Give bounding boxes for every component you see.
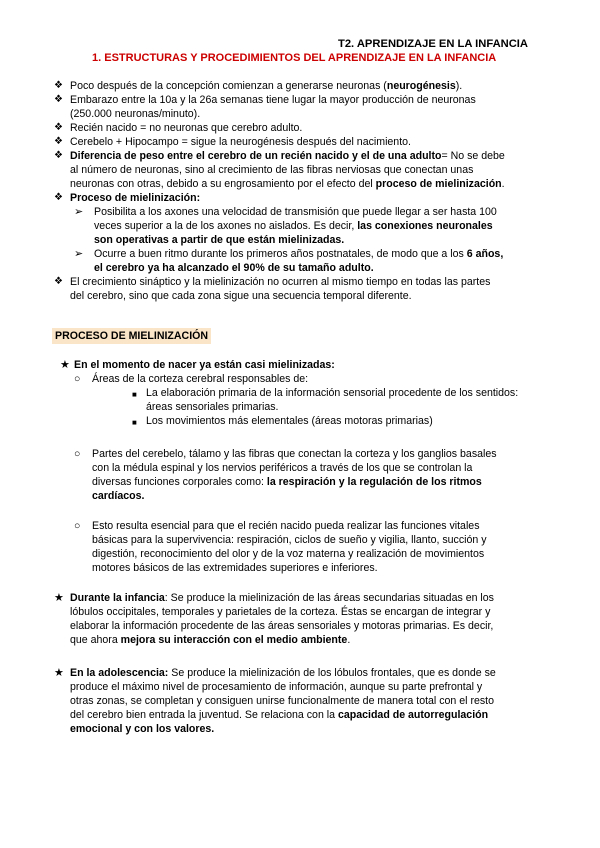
sub-list-item: ➢ Posibilita a los axones una velocidad de transmisión que puede llegar a ser hasta 100 veces superior a la de los axones no aislados. Es decir, las conexiones neuronales son operativas a partir de que están mielinizadas. <box>74 206 497 246</box>
list-item <box>54 191 530 205</box>
circle-bullet-icon: ○ <box>74 520 81 532</box>
square-bullet-icon: ■ <box>132 390 137 399</box>
infancy-heading: Durante la infancia <box>70 592 165 604</box>
arrow-bullet-icon: ➢ <box>74 248 84 260</box>
diamond-bullet-icon: ❖ <box>54 136 63 147</box>
list-item: ❖ Embarazo entre la 10a y la 26a semanas tiene lugar la mayor producción de neuronas (250.000 neuronas/minuto). <box>54 94 476 120</box>
diamond-bullet-icon: ❖ <box>54 150 63 161</box>
adolescence-block: ★ En la adolescencia: Se produce la mielinización de los lóbulos frontales, que es donde se produce el máximo nivel de procesamiento de información, aunque su parte prefrontal y otras zonas, se completan y consiguen unirse funcionalmente de manera total con el resto del cerebro bien entrada la juventud. Se relaciona con la capacidad de autorregulación emocional y con los valores. <box>54 667 496 735</box>
list-item: ❖ Recién nacido = no neuronas que cerebro adulto. <box>54 122 303 134</box>
diamond-bullet-icon: ❖ <box>54 80 63 91</box>
adolescence-heading: En la adolescencia: <box>70 667 169 679</box>
list-item: ❖ Cerebelo + Hipocampo = sigue la neurogénesis después del nacimiento. <box>54 136 411 148</box>
sub-list-item: ➢ Ocurre a buen ritmo durante los primeros años postnatales, de modo que a los 6 años, el cerebro ya ha alcanzado el 90% de su tamaño adulto. <box>74 248 504 274</box>
birth-block <box>60 358 530 430</box>
diamond-bullet-icon: ❖ <box>54 192 63 203</box>
circle-bullet-icon: ○ <box>74 448 81 460</box>
birth-heading: En el momento de nacer ya están casi mielinizadas: <box>74 359 335 371</box>
list-item: ○ Áreas de la corteza cerebral responsables de: <box>74 373 309 385</box>
square-bullet-icon: ■ <box>132 418 137 427</box>
circle-bullet-icon: ○ <box>74 373 81 385</box>
list-item: ❖ Poco después de la concepción comienzan a generarse neuronas (neurogénesis). <box>54 80 463 92</box>
list-heading: Proceso de mielinización: <box>70 192 201 204</box>
star-bullet-icon: ★ <box>54 592 64 604</box>
diamond-bullet-icon: ❖ <box>54 276 63 287</box>
birth-item-3: ○ Esto resulta esencial para que el recién nacido pueda realizar las funciones vitales básicas para la supervivencia: respiración, ciclos de sueño y vigilia, llanto, succión y digestión, reconocimiento del olor y de la voz materna y realización de movimientos motores básicos de las extremidades superiores e inferiores. <box>74 520 487 574</box>
sub-list-item: ■ Los movimientos más elementales (áreas motoras primarias) <box>132 414 530 430</box>
diamond-bullet-icon: ❖ <box>54 94 63 105</box>
sub-list-item: ■ La elaboración primaria de la información sensorial procedente de los sentidos: áreas sensoriales primarias. <box>132 387 519 413</box>
page-title: T2. APRENDIZAJE EN LA INFANCIA <box>338 38 528 50</box>
list-item: ❖ Diferencia de peso entre el cerebro de un recién nacido y el de una adulto= No se debe al número de neuronas, sino al crecimiento de las fibras nerviosas que conectan unas neuronas con otras, debido a su engrosamiento por el efecto del proceso de mielinización. <box>54 150 505 190</box>
arrow-bullet-icon: ➢ <box>74 206 84 218</box>
intro-list <box>54 79 530 303</box>
section-heading: PROCESO DE MIELINIZACIÓN <box>52 330 211 342</box>
infancy-block: ★ Durante la infancia: Se produce la mielinización de las áreas secundarias situadas en los lóbulos occipitales, temporales y parietales de la corteza. Éstas se encargan de integrar y elaborar la información procedente de las áreas sensoriales y motoras primarias. Es decir, que ahora mejora su interacción con el medio ambiente. <box>54 592 494 646</box>
star-bullet-icon: ★ <box>60 359 70 371</box>
section-subtitle: 1. ESTRUCTURAS Y PROCEDIMIENTOS DEL APRENDIZAJE EN LA INFANCIA <box>92 52 497 64</box>
list-item: ❖ El crecimiento sináptico y la mielinización no ocurren al mismo tiempo en todas las partes del cerebro, sino que cada zona sigue una secuencia temporal diferente. <box>54 276 491 302</box>
star-bullet-icon: ★ <box>54 667 64 679</box>
birth-item-2: ○ Partes del cerebelo, tálamo y las fibras que conectan la corteza y los ganglios basales con la médula espinal y los nervios periféricos a través de los que se controlan la diversas funciones corporales como: la respiración y la regulación de los ritmos cardíacos. <box>74 448 497 502</box>
diamond-bullet-icon: ❖ <box>54 122 63 133</box>
